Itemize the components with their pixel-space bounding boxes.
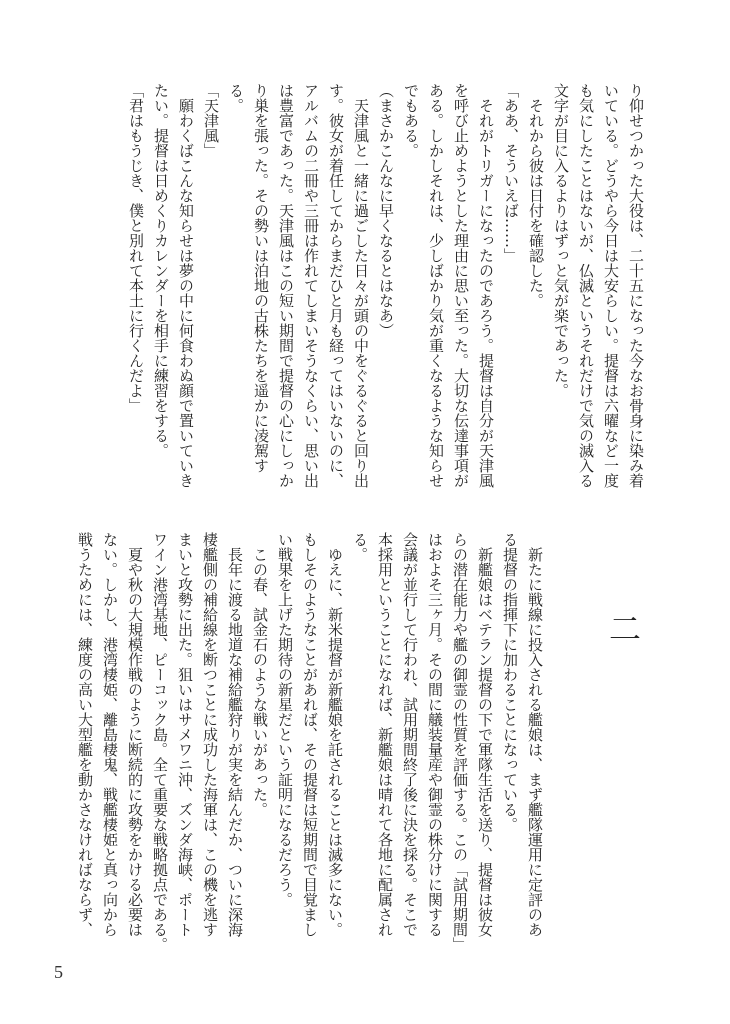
- text-line: い戦果を上げた期待の新星だという証明になるだろう。: [276, 532, 294, 907]
- text-line: 会議が並行して行われ、試用期間終了後に決を採る。そこで: [401, 532, 419, 937]
- text-line: も気にしたことはないが、仏滅というそれだけで気の滅入る: [577, 83, 595, 488]
- text-line: 天津風と一緒に過ごした日々が頭の中をぐるぐると回り出: [352, 83, 370, 488]
- text-line: る。: [351, 532, 369, 562]
- text-line: 文字が目に入るよりはずっと気が楽であった。: [552, 83, 570, 398]
- text-line: いている。どうやら今日は大安らしい。提督は六曜など一度: [602, 83, 620, 488]
- text-line: 戦うためには、練度の高い大型艦を動かさなければならず、: [76, 532, 94, 937]
- text-line: もしそのようなことがあれば、その提督は短期間で目覚まし: [301, 532, 319, 937]
- text-line: ない。しかし、港湾棲姫、離島棲鬼、戦艦棲姫と真っ向から: [101, 532, 119, 937]
- page-number: 5: [54, 962, 63, 982]
- text-line: 「天津風」: [202, 83, 220, 158]
- text-line: たい。提督は日めくりカレンダーを相手に練習をする。: [152, 83, 170, 458]
- text-line: る提督の指揮下に加わることになっている。: [501, 532, 519, 832]
- text-line: 「君はもうじき、僕と別れて本土に行くんだよ」: [127, 83, 145, 413]
- text-line: す。彼女が着任してからまだひと月も経ってはいないのに、: [327, 83, 345, 488]
- text-line: る。: [227, 83, 245, 113]
- text-line: ある。しかしそれは、少しばかり気が重くなるような知らせ: [427, 83, 445, 488]
- text-line: 夏や秋の大規模作戦のように断続的に攻勢をかける必要は: [126, 532, 144, 937]
- text-line: り仰せつかった大役は、二十五になった今なお骨身に染み着: [627, 83, 645, 488]
- text-line: を呼び止めようとした理由に思い至った。大切な伝達事項が: [452, 83, 470, 488]
- chapter-heading: 二: [604, 612, 642, 644]
- top-text-section: [123, 83, 648, 488]
- text-line: それがトリガーになったのであろう。提督は自分が天津風: [477, 83, 495, 488]
- bottom-text-section: [72, 532, 547, 952]
- text-line: それから彼は日付を確認した。: [527, 83, 545, 308]
- text-line: らの潜在能力や艦の御霊の性質を評価する。この「試用期間」: [451, 532, 469, 952]
- text-line: この春、試金石のような戦いがあった。: [251, 532, 269, 817]
- text-line: まいと攻勢に出た。狙いはサメワニ沖、ズンダ海峡、ポート: [176, 532, 194, 937]
- text-line: はおよそ三ヶ月。その間に艤装量産や御霊の株分けに関する: [426, 532, 444, 937]
- text-line: でもある。: [402, 83, 420, 158]
- text-line: 長年に渡る地道な補給艦狩りが実を結んだか、ついに深海: [226, 532, 244, 937]
- text-line: 願わくばこんな知らせは夢の中に何食わぬ顔で置いていき: [177, 83, 195, 488]
- text-line: 新艦娘はベテラン提督の下で軍隊生活を送り、提督は彼女: [476, 532, 494, 937]
- text-line: アルバムの二冊や三冊は作れてしまいそうなくらい、思い出: [302, 83, 320, 488]
- text-line: 棲艦側の補給線を断つことに成功した海軍は、この機を逃す: [201, 532, 219, 937]
- text-line: （まさかこんなに早くなるとはなあ）: [377, 83, 395, 338]
- text-line: は豊富であった。天津風はこの短い期間で提督の心にしっか: [277, 83, 295, 488]
- text-line: 新たに戦線に投入される艦娘は、まず艦隊運用に定評のあ: [526, 532, 544, 937]
- text-line: 本採用ということになれば、新艦娘は晴れて各地に配属され: [376, 532, 394, 937]
- text-line: ゆえに、新米提督が新艦娘を託されることは滅多にない。: [326, 532, 344, 937]
- text-line: 「ああ、そういえば……」: [502, 83, 520, 263]
- text-line: り巣を張った。その勢いは泊地の古株たちを遥かに凌駕す: [252, 83, 270, 473]
- text-line: ワイン港湾基地、ピーコック島。全て重要な戦略拠点である。: [151, 532, 169, 952]
